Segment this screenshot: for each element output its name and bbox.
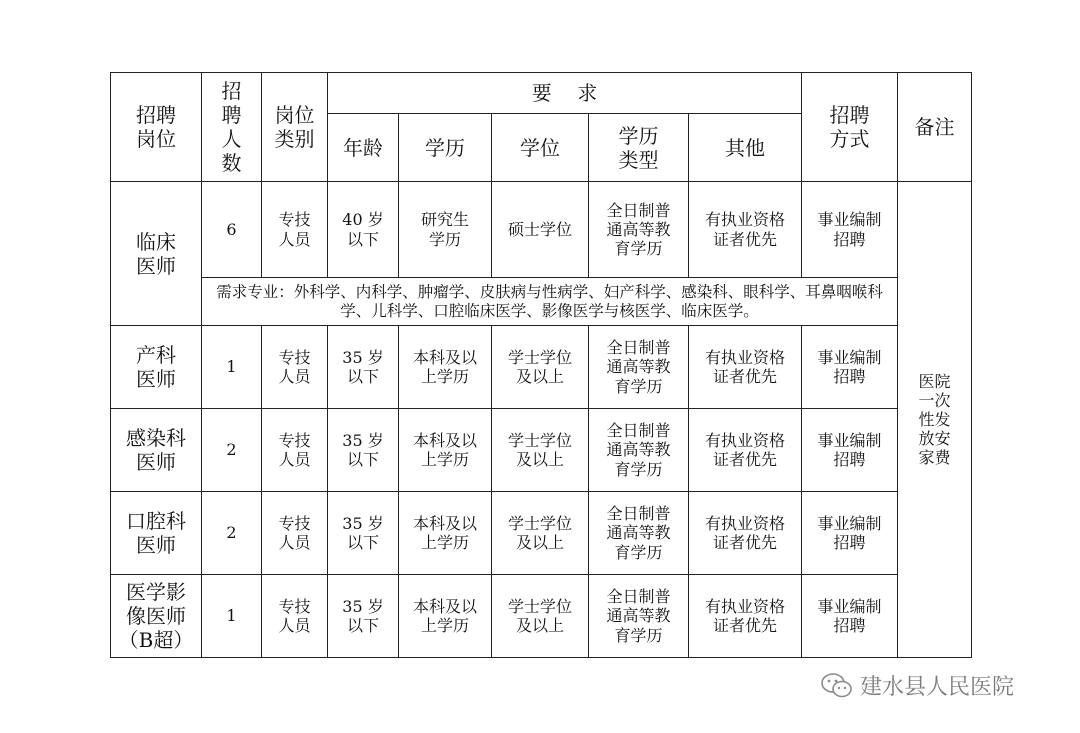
cell-education: 本科及以 上学历 (399, 326, 492, 409)
wechat-logo-icon (820, 672, 854, 700)
cell-position: 临床 医师 (111, 182, 202, 326)
cell-category: 专技 人员 (262, 492, 328, 575)
cell-remarks: 医院 一次 性发 放安 家费 (898, 182, 972, 658)
cell-edu-type: 全日制普 通高等教 育学历 (589, 492, 689, 575)
header-age: 年龄 (328, 114, 399, 182)
cell-age: 35 岁 以下 (328, 575, 399, 658)
recruitment-table (110, 72, 972, 658)
header-other: 其他 (689, 114, 802, 182)
watermark (820, 670, 1014, 701)
cell-education: 本科及以 上学历 (399, 575, 492, 658)
cell-age: 35 岁 以下 (328, 492, 399, 575)
cell-other: 有执业资格 证者优先 (689, 492, 802, 575)
header-education: 学历 (399, 114, 492, 182)
watermark-text: 建水县人民医院 (860, 675, 1015, 700)
table-row (111, 409, 972, 492)
cell-degree: 学士学位 及以上 (492, 326, 589, 409)
cell-count: 1 (202, 326, 262, 409)
header-count: 招 聘 人 数 (202, 73, 262, 182)
cell-count: 1 (202, 575, 262, 658)
cell-edu-type: 全日制普 通高等教 育学历 (589, 575, 689, 658)
cell-count: 6 (202, 182, 262, 278)
table-row (111, 326, 972, 409)
cell-method: 事业编制 招聘 (802, 182, 898, 278)
cell-other: 有执业资格 证者优先 (689, 409, 802, 492)
cell-category: 专技 人员 (262, 182, 328, 278)
cell-edu-type: 全日制普 通高等教 育学历 (589, 326, 689, 409)
table-row (111, 575, 972, 658)
cell-count: 2 (202, 492, 262, 575)
header-remarks: 备注 (898, 73, 972, 182)
cell-other: 有执业资格 证者优先 (689, 575, 802, 658)
cell-method: 事业编制 招聘 (802, 409, 898, 492)
cell-age: 35 岁 以下 (328, 409, 399, 492)
header-requirements: 要 求 (328, 73, 802, 114)
table-row (111, 182, 972, 278)
cell-category: 专技 人员 (262, 409, 328, 492)
cell-education: 本科及以 上学历 (399, 492, 492, 575)
header-position: 招聘 岗位 (111, 73, 202, 182)
cell-degree: 学士学位 及以上 (492, 575, 589, 658)
cell-edu-type: 全日制普 通高等教 育学历 (589, 182, 689, 278)
cell-degree: 学士学位 及以上 (492, 492, 589, 575)
cell-count: 2 (202, 409, 262, 492)
cell-method: 事业编制 招聘 (802, 492, 898, 575)
cell-degree: 学士学位 及以上 (492, 409, 589, 492)
cell-method: 事业编制 招聘 (802, 575, 898, 658)
header-category: 岗位 类别 (262, 73, 328, 182)
table-row-majors (111, 278, 972, 326)
cell-category: 专技 人员 (262, 575, 328, 658)
header-method: 招聘 方式 (802, 73, 898, 182)
table-row (111, 492, 972, 575)
cell-education: 本科及以 上学历 (399, 409, 492, 492)
cell-category: 专技 人员 (262, 326, 328, 409)
cell-position: 产科 医师 (111, 326, 202, 409)
cell-degree: 硕士学位 (492, 182, 589, 278)
cell-edu-type: 全日制普 通高等教 育学历 (589, 409, 689, 492)
cell-age: 35 岁 以下 (328, 326, 399, 409)
cell-other: 有执业资格 证者优先 (689, 182, 802, 278)
header-degree: 学位 (492, 114, 589, 182)
cell-other: 有执业资格 证者优先 (689, 326, 802, 409)
cell-method: 事业编制 招聘 (802, 326, 898, 409)
major-requirements: 需求专业：外科学、内科学、肿瘤学、皮肤病与性病学、妇产科学、感染科、眼科学、耳鼻咽喉科学、儿科学、口腔临床医学、影像医学与核医学、临床医学。 (202, 278, 898, 326)
cell-education: 研究生 学历 (399, 182, 492, 278)
cell-position: 口腔科 医师 (111, 492, 202, 575)
cell-age: 40 岁 以下 (328, 182, 399, 278)
cell-position: 感染科 医师 (111, 409, 202, 492)
header-edu-type: 学历 类型 (589, 114, 689, 182)
cell-position: 医学影 像医师 （B超） (111, 575, 202, 658)
